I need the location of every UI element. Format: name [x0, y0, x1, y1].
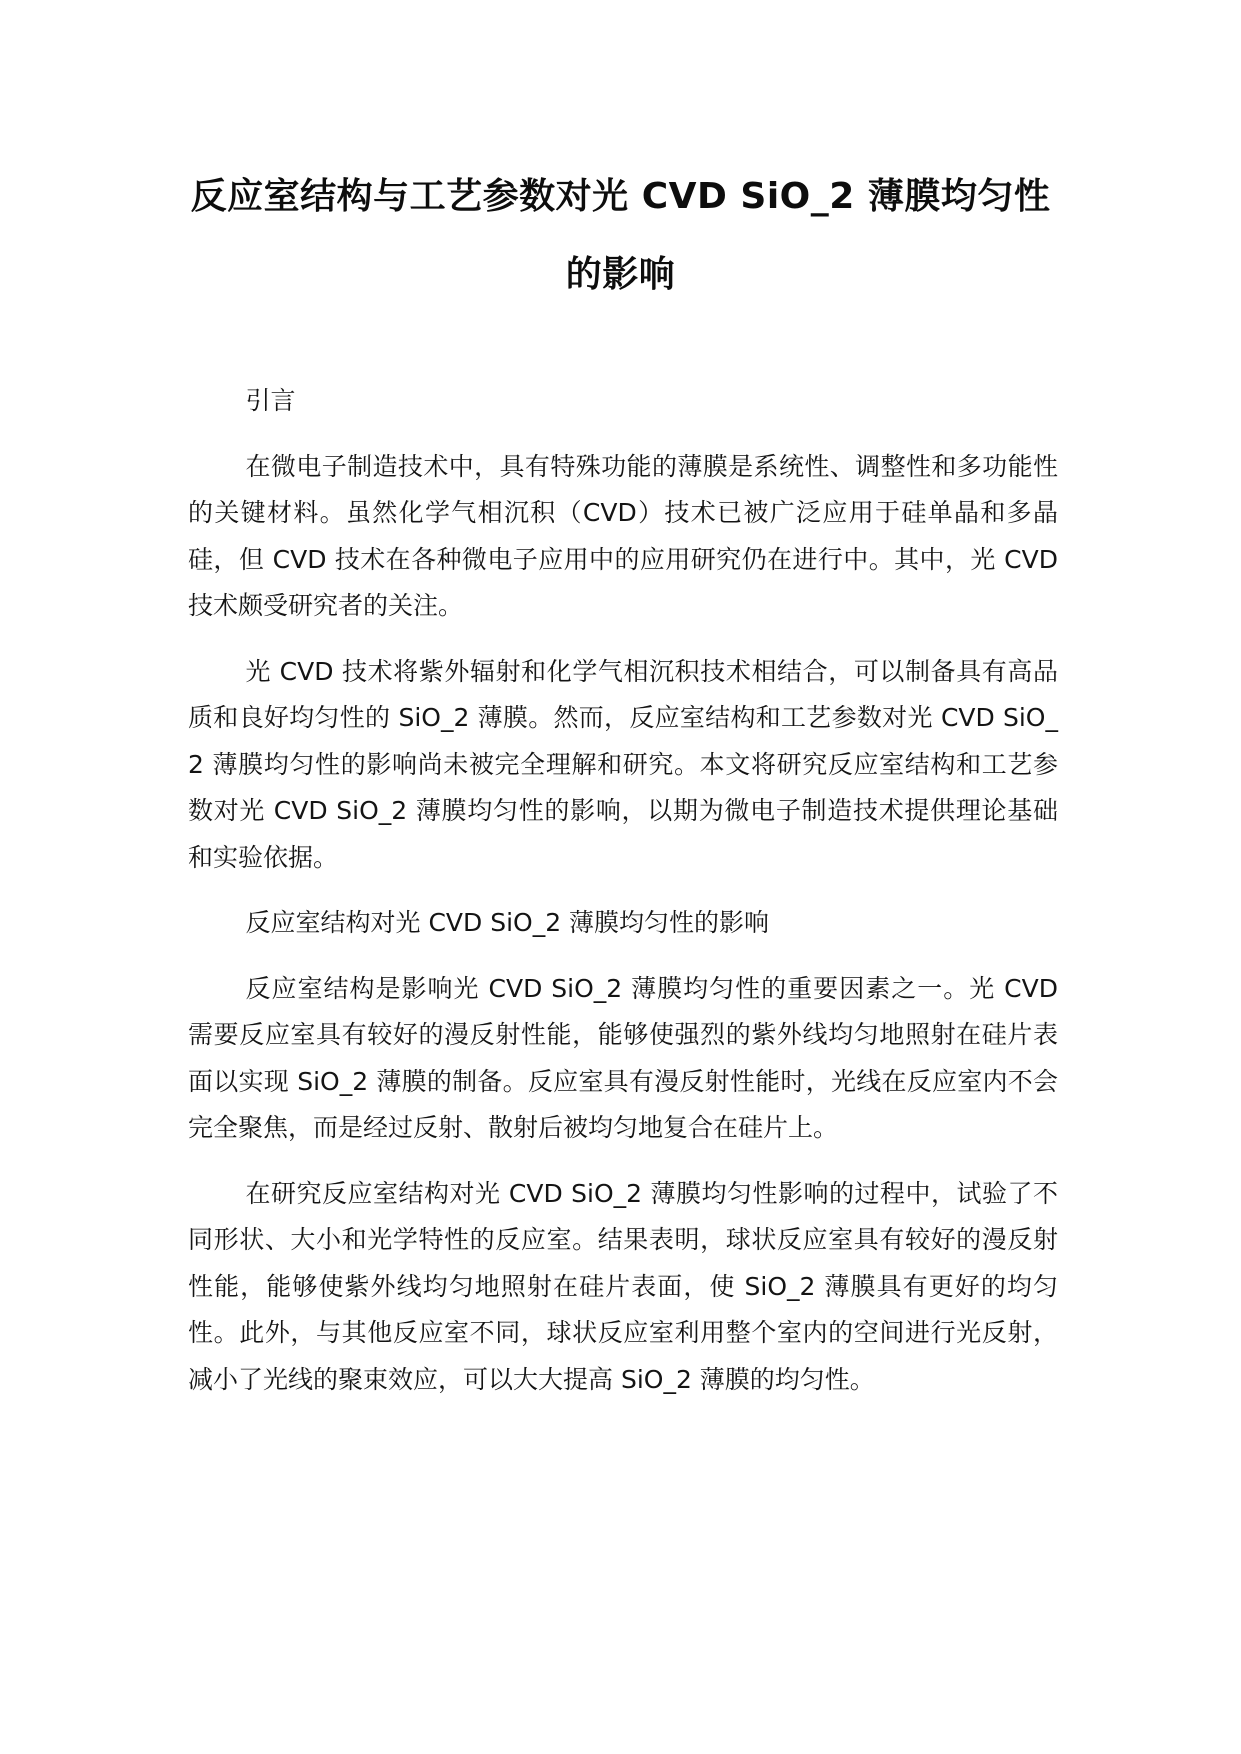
document-title — [150, 158, 1091, 314]
paragraph-intro-2: 光 CVD 技术将紫外辐射和化学气相沉积技术相结合，可以制备具有高品质和良好均匀性的 SiO_2 薄膜。然而，反应室结构和工艺参数对光 CVD SiO_2 薄膜均匀性的影响尚未被完全理解和研究。本文将研究反应室结构和工艺参数对光 CVD SiO_2 薄膜均匀性的影响，以期为微电子制造技术提供理论基础和实验依据。 — [188, 656, 1058, 872]
paragraph-chamber-1: 反应室结构是影响光 CVD SiO_2 薄膜均匀性的重要因素之一。光 CVD 需要反应室具有较好的漫反射性能，能够使强烈的紫外线均匀地照射在硅片表面以实现 SiO_2 薄膜的制备。反应室具有漫反射性能时，光线在反应室内不会完全聚焦，而是经过反射、散射后被均匀地复合在硅片上。 — [188, 973, 1058, 1142]
document-body — [188, 378, 1058, 1422]
paragraph-chamber-2: 在研究反应室结构对光 CVD SiO_2 薄膜均匀性影响的过程中，试验了不同形状、大小和光学特性的反应室。结果表明，球状反应室具有较好的漫反射性能，能够使紫外线均匀地照射在硅片表面，使 SiO_2 薄膜具有更好的均匀性。此外，与其他反应室不同，球状反应室利用整个室内的空间进行光反射，减小了光线的聚束效应，可以大大提高 SiO_2 薄膜的均匀性。 — [188, 1178, 1058, 1394]
section-heading-introduction: 引言 — [245, 386, 296, 415]
paragraph-intro-1: 在微电子制造技术中，具有特殊功能的薄膜是系统性、调整性和多功能性的关键材料。虽然化学气相沉积（CVD）技术已被广泛应用于硅单晶和多晶硅，但 CVD 技术在各种微电子应用中的应用研究仍在进行中。其中，光 CVD 技术颇受研究者的关注。 — [188, 451, 1058, 620]
document-title-line-2: 的影响 — [565, 254, 676, 295]
document-title-line-1: 反应室结构与工艺参数对光 CVD SiO_2 薄膜均匀性 — [190, 176, 1051, 217]
section-heading-chamber-structure: 反应室结构对光 CVD SiO_2 薄膜均匀性的影响 — [245, 908, 770, 937]
